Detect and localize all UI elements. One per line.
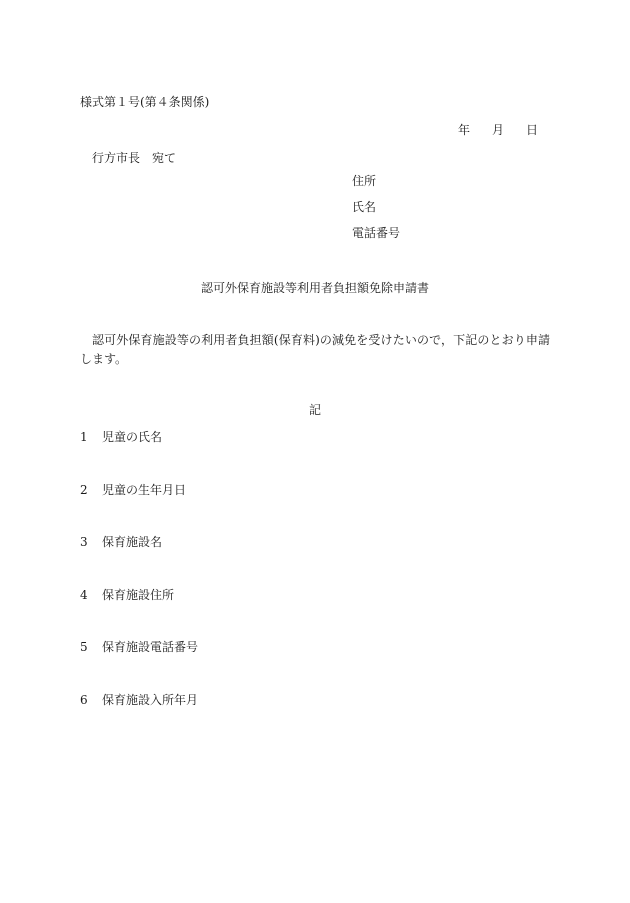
item-number: 4 — [80, 587, 88, 602]
record-mark: 記 — [308, 403, 321, 417]
item-number: 5 — [80, 640, 88, 654]
item-label: 保育施設名 — [102, 535, 163, 549]
list-item — [80, 693, 198, 746]
request-statement: 認可外保育施設等の利用者負担額(保育料)の減免を受けたいので，下記のとおり申請します。 — [80, 333, 550, 366]
addressee-name: 行方市長 — [92, 151, 141, 165]
item-number: 3 — [80, 535, 88, 549]
item-label: 保育施設住所 — [102, 587, 175, 602]
item-number: 2 — [80, 482, 88, 497]
list-item — [80, 430, 198, 483]
item-label: 児童の生年月日 — [102, 482, 187, 497]
item-label: 保育施設入所年月 — [102, 692, 199, 707]
addressee-suffix: 宛て — [152, 151, 177, 165]
day-unit: 日 — [526, 123, 539, 137]
item-label: 保育施設電話番号 — [102, 640, 199, 654]
list-item — [80, 640, 198, 693]
addressee — [92, 151, 176, 165]
form-number: 様式第１号(第４条関係) — [80, 95, 210, 109]
item-label: 児童の氏名 — [102, 430, 163, 444]
items-list — [80, 430, 198, 745]
item-number: 1 — [80, 430, 88, 444]
applicant-name-label: 氏名 — [352, 200, 377, 214]
list-item — [80, 535, 198, 588]
year-unit: 年 — [458, 123, 471, 137]
list-item — [80, 588, 198, 641]
list-item — [80, 483, 198, 536]
item-number: 6 — [80, 692, 88, 707]
date-line — [458, 123, 538, 137]
document-title: 認可外保育施設等利用者負担額免除申請書 — [200, 281, 429, 295]
applicant-phone-label: 電話番号 — [352, 226, 401, 240]
month-unit: 月 — [492, 123, 505, 137]
applicant-info — [352, 175, 400, 253]
applicant-address-label: 住所 — [352, 174, 377, 188]
